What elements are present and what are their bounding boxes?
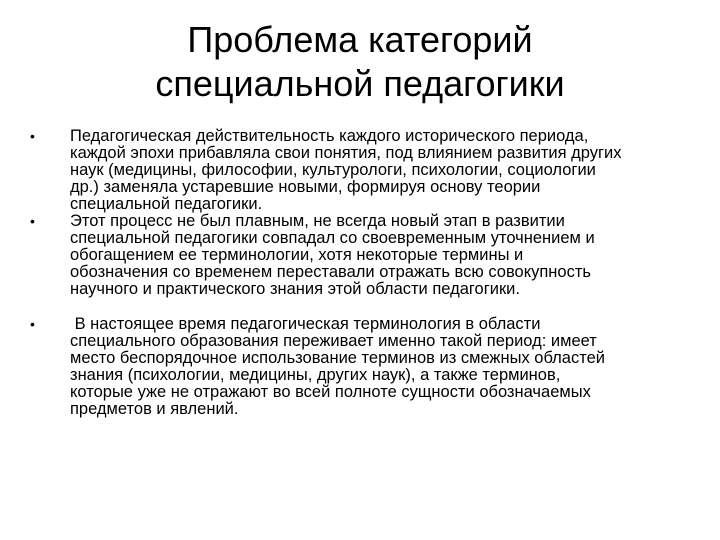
bullet-text-1 [70,128,700,213]
bullet-dot-icon: • [30,316,35,332]
text-line: наук (медицины, философии, культурологи, психологии, социологии [70,161,596,179]
bullet-dot-icon: • [30,128,35,144]
text-line: предметов и явлений. [70,400,239,418]
bullet-text-3 [70,316,700,418]
bullet-dot-icon: • [30,213,35,229]
text-line: др.) заменяла устаревшие новыми, формируя основу теории [70,178,541,196]
slide-title-line-1: Проблема категорий [187,19,533,60]
text-line: обогащением ее терминологии, хотя некоторые термины и [70,246,524,264]
slide-title [0,18,720,106]
text-line: специальной педагогики. [70,195,263,213]
text-line: Педагогическая действительность каждого исторического периода, [70,127,589,145]
bullet-item-1 [30,128,700,213]
text-line: которые уже не отражают во всей полноте сущности обозначаемых [70,383,591,401]
bullet-text-2 [70,213,700,298]
text-line: В настоящее время педагогическая терминология в области [70,315,541,333]
text-line: научного и практического знания этой области педагогики. [70,280,520,298]
text-line: знания (психологии, медицины, других наук), а также терминов, [70,366,561,384]
slide-title-line-2: специальной педагогики [155,63,565,104]
text-line: специального образования переживает именно такой период: имеет [70,332,597,350]
bullet-list [30,128,700,418]
text-line: каждой эпохи прибавляла свои понятия, под влиянием развития других [70,144,622,162]
text-line: специальной педагогики совпадал со своевременным уточнением и [70,229,595,247]
text-line: Этот процесс не был плавным, не всегда новый этап в развитии [70,212,565,230]
text-line: обозначения со временем переставали отражать всю совокупность [70,263,591,281]
bullet-item-2 [30,213,700,298]
text-line: место беспорядочное использование терминов из смежных областей [70,349,605,367]
bullet-item-3 [30,316,700,418]
